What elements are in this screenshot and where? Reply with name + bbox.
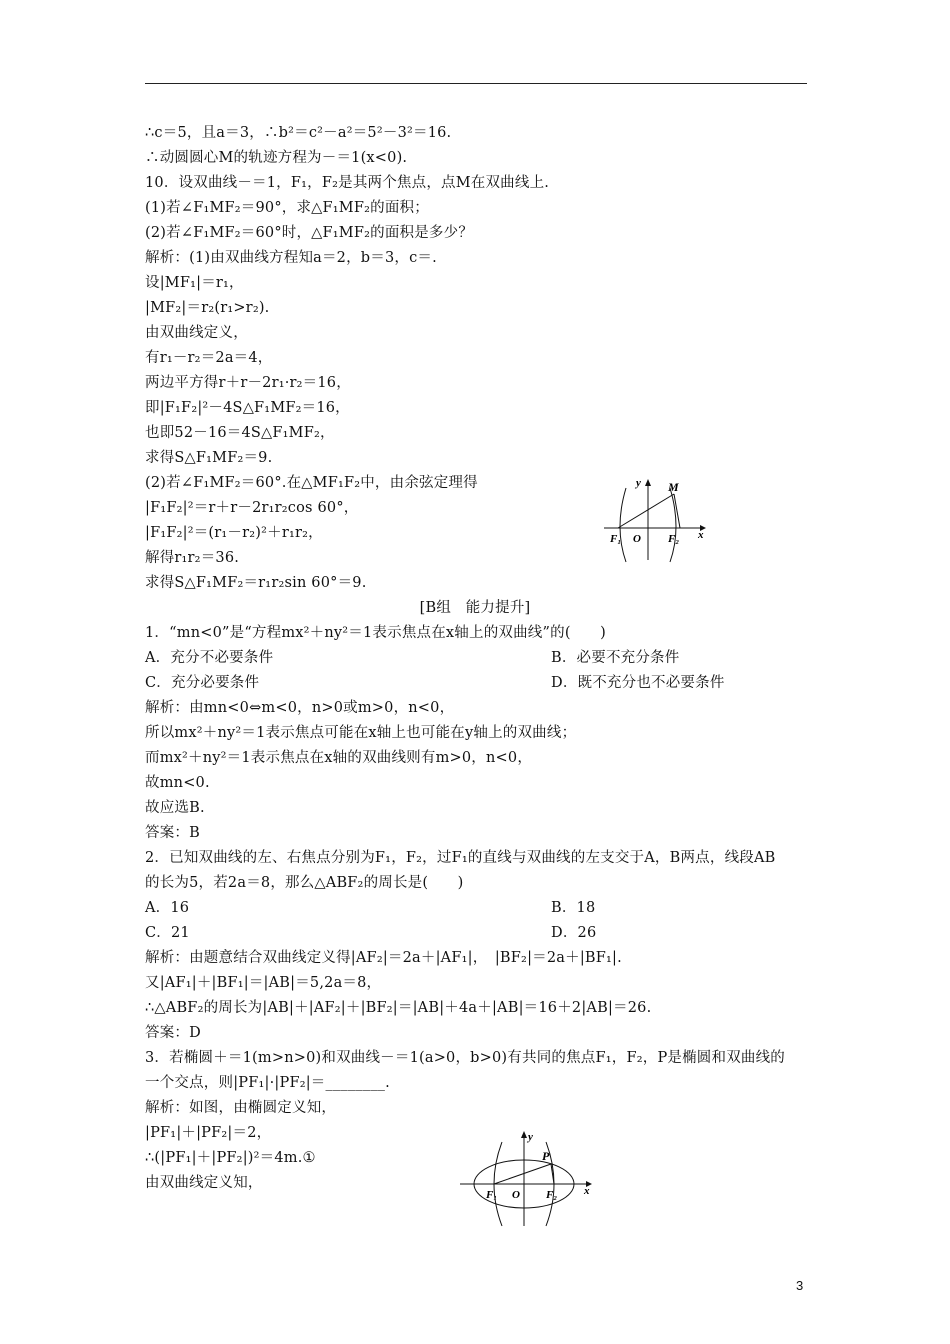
solution-line: |F₁F₂|²＝(r₁－r₂)²＋r₁r₂， [145,525,323,541]
label-f1: F₁ [486,1189,498,1201]
answer-line: 答案：B [145,825,200,841]
option-c: C．充分必要条件 [145,675,260,691]
solution-line: 解得r₁r₂＝36. [145,550,240,566]
text-line: (1)若∠F₁MF₂＝90°，求△F₁MF₂的面积； [145,200,429,216]
solution-line: |MF₂|＝r₂(r₁>r₂). [145,300,270,316]
solution-line: 故mn<0. [145,775,210,791]
y-axis-arrow [521,1131,527,1138]
label-x: x [698,529,704,541]
solution-line: 而mx²＋ny²＝1表示焦点在x轴的双曲线则有m>0，n<0， [145,750,533,766]
question-2-stem: 的长为5，若2a＝8，那么△ABF₂的周长是( ) [145,875,464,891]
label-y: y [528,1131,533,1143]
option-d: D．26 [551,925,597,941]
solution-line: 解析：由题意结合双曲线定义得|AF₂|＝2a＋|AF₁|， |BF₂|＝2a＋|BF₁|. [145,950,622,966]
section-title: [B组 能力提升] [419,600,531,616]
solution-line: 由双曲线定义知， [145,1175,263,1191]
segment-pf1 [494,1164,551,1184]
solution-line: 由双曲线定义， [145,325,248,341]
solution-line: 解析：(1)由双曲线方程知a＝2，b＝3，c＝. [145,250,437,266]
label-m: M [668,480,679,494]
option-a: A．充分不必要条件 [145,650,274,666]
page-number: 3 [796,1278,804,1293]
solution-line: 设|MF₁|＝r₁， [145,275,244,291]
ellipse-hyperbola-figure [458,1128,598,1228]
segment-mf1 [618,494,674,528]
option-d: D．既不充分也不必要条件 [551,675,725,691]
solution-line: 有r₁－r₂＝2a＝4， [145,350,273,366]
question-3-stem: 3．若椭圆＋＝1(m>n>0)和双曲线－＝1(a>0，b>0)有共同的焦点F₁，F₂，P是椭圆和双曲线的 [145,1050,785,1066]
option-b: B．必要不充分条件 [551,650,680,666]
solution-line: (2)若∠F₁MF₂＝60°.在△MF₁F₂中，由余弦定理得 [145,475,478,491]
solution-line: 解析：如图，由椭圆定义知， [145,1100,337,1116]
header-rule [145,83,807,84]
hyperbola-figure [600,474,710,564]
label-o: O [512,1189,520,1201]
question-10: 10．设双曲线－＝1，F₁，F₂是其两个焦点，点M在双曲线上. [145,175,550,191]
text-line: ∴c＝5，且a＝3，∴b²＝c²－a²＝5²－3²＝16. [145,125,452,141]
option-a: A．16 [145,900,190,916]
label-f2: F₂ [546,1189,558,1201]
text-line: ∴动圆圆心M的轨迹方程为－＝1(x<0). [145,150,408,166]
label-x: x [584,1185,590,1197]
solution-line: 求得S△F₁MF₂＝9. [145,450,273,466]
text-line: (2)若∠F₁MF₂＝60°时，△F₁MF₂的面积是多少？ [145,225,474,241]
option-c: C．21 [145,925,190,941]
solution-line: ∴(|PF₁|＋|PF₂|)²＝4m.① [145,1150,316,1166]
solution-line: 求得S△F₁MF₂＝r₁r₂sin 60°＝9. [145,575,367,591]
label-p: P [542,1149,550,1163]
solution-line: |PF₁|＋|PF₂|＝2， [145,1125,272,1141]
label-f1: F₁ [610,533,622,545]
question-3-stem: 一个交点，则|PF₁|·|PF₂|＝________. [145,1075,390,1091]
solution-line: ∴△ABF₂的周长为|AB|＋|AF₂|＋|BF₂|＝|AB|＋4a＋|AB|＝16＋2|AB|＝26. [145,1000,652,1016]
question-1-stem: 1．“mn<0”是“方程mx²＋ny²＝1表示焦点在x轴上的双曲线”的( ) [145,625,606,641]
label-y: y [636,477,641,489]
answer-line: 答案：D [145,1025,201,1041]
solution-line: 两边平方得r＋r－2r₁·r₂＝16， [145,375,351,391]
solution-line: 故应选B. [145,800,205,816]
label-f2: F₂ [668,533,680,545]
solution-line: 又|AF₁|＋|BF₁|＝|AB|＝5,2a＝8， [145,975,382,991]
solution-line: 即|F₁F₂|²－4S△F₁MF₂＝16， [145,400,350,416]
solution-line: 也即52－16＝4S△F₁MF₂， [145,425,335,441]
label-o: O [633,533,641,545]
solution-line: 所以mx²＋ny²＝1表示焦点可能在x轴上也可能在y轴上的双曲线； [145,725,577,741]
option-b: B．18 [551,900,596,916]
solution-line: |F₁F₂|²＝r＋r－2r₁r₂cos 60°， [145,500,359,516]
question-2-stem: 2．已知双曲线的左、右焦点分别为F₁，F₂，过F₁的直线与双曲线的左支交于A，B两点，线段AB [145,850,776,866]
y-axis-arrow [645,479,651,486]
solution-line: 解析：由mn<0⇔m<0，n>0或m>0，n<0， [145,700,455,716]
